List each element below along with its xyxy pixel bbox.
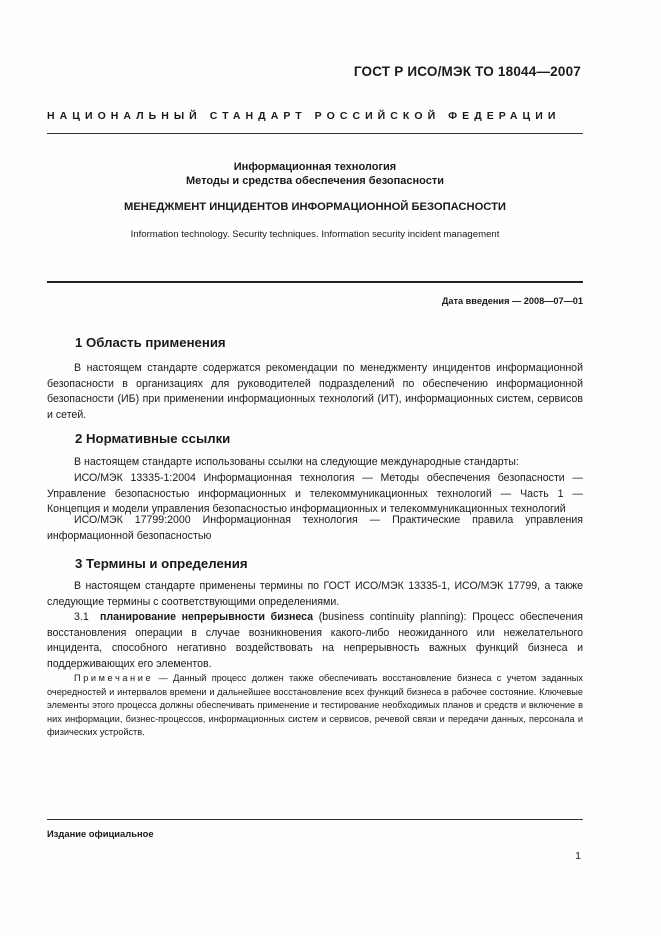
- title-block: [47, 160, 583, 188]
- document-code: ГОСТ Р ИСО/МЭК ТО 18044—2007: [353, 64, 581, 79]
- title-line-2: Методы и средства обеспечения безопасности: [186, 175, 444, 187]
- term-name: планирование непрерывности бизнеса: [100, 611, 314, 623]
- section-1-heading: 1 Область применения: [75, 335, 226, 350]
- term-3-1-definition: [47, 610, 583, 673]
- note-label: Примечание: [74, 673, 154, 683]
- section-2-intro: В настоящем стандарте использованы ссылки на следующие международные стандарты:: [74, 456, 519, 468]
- section-2-reference-1: ИСО/МЭК 13335-1:2004 Информационная технология — Методы обеспечения безопасности — Управление безопасностью информационных и телекоммуникационных технологий — Часть 1 — Концепция и модели управления безопасностью информационных и телекоммуникационных технологий: [47, 472, 583, 516]
- national-standard-banner: НАЦИОНАЛЬНЫЙ СТАНДАРТ РОССИЙСКОЙ ФЕДЕРАЦИИ: [47, 110, 561, 122]
- title-line-1: Информационная технология: [233, 161, 397, 173]
- term-note: [47, 672, 583, 740]
- header-divider: [47, 133, 583, 134]
- term-number: 3.1: [74, 611, 89, 623]
- footer-divider: [47, 819, 583, 820]
- section-2-reference-2: ИСО/МЭК 17799:2000 Информационная технология — Практические правила управления информационной безопасностью: [47, 514, 583, 542]
- title-divider: [47, 281, 583, 283]
- english-title: Information technology. Security techniques. Information security incident management: [130, 229, 500, 240]
- page-number: 1: [575, 850, 581, 862]
- section-3-heading: 3 Термины и определения: [75, 556, 248, 571]
- section-2-heading: 2 Нормативные ссылки: [75, 431, 231, 446]
- main-title: МЕНЕДЖМЕНТ ИНЦИДЕНТОВ ИНФОРМАЦИОННОЙ БЕЗОПАСНОСТИ: [124, 201, 506, 213]
- section-3-intro: В настоящем стандарте применены термины по ГОСТ ИСО/МЭК 13335-1, ИСО/МЭК 17799, а также следующие термины с соответствующими определениями.: [47, 580, 583, 608]
- term-description: (business continuity planning): Процесс обеспечения восстановления операции в случае возникновения какого-либо неожиданного или нежелательного инцидента, способного негативно воздействовать на непрерывность важных функций бизнеса и поддерживающих его элементов.: [47, 611, 583, 671]
- note-text: — Данный процесс должен также обеспечивать восстановление бизнеса с учетом заданных очередностей и интервалов времени и дальнейшее восстановление всех функций бизнеса в рабочее состояние. Ключевые элементы этого процесса должны обеспечивать применение и тестирование необходимых планов и средств и включение в них информации, бизнес-процессов, информационных систем и сервисов, речевой связи и передачи данных, персонала и физических устройств.: [47, 673, 583, 738]
- official-edition-label: Издание официальное: [47, 828, 154, 839]
- effective-date: Дата введения — 2008—07—01: [441, 296, 583, 306]
- section-1-paragraph: В настоящем стандарте содержатся рекомендации по менеджменту инцидентов информационной безопасности в организациях для руководителей подразделений по обеспечению информационной безопасности (ИБ) при применении информационных технологий (ИТ), информационных систем, сервисов и сетей.: [47, 362, 583, 422]
